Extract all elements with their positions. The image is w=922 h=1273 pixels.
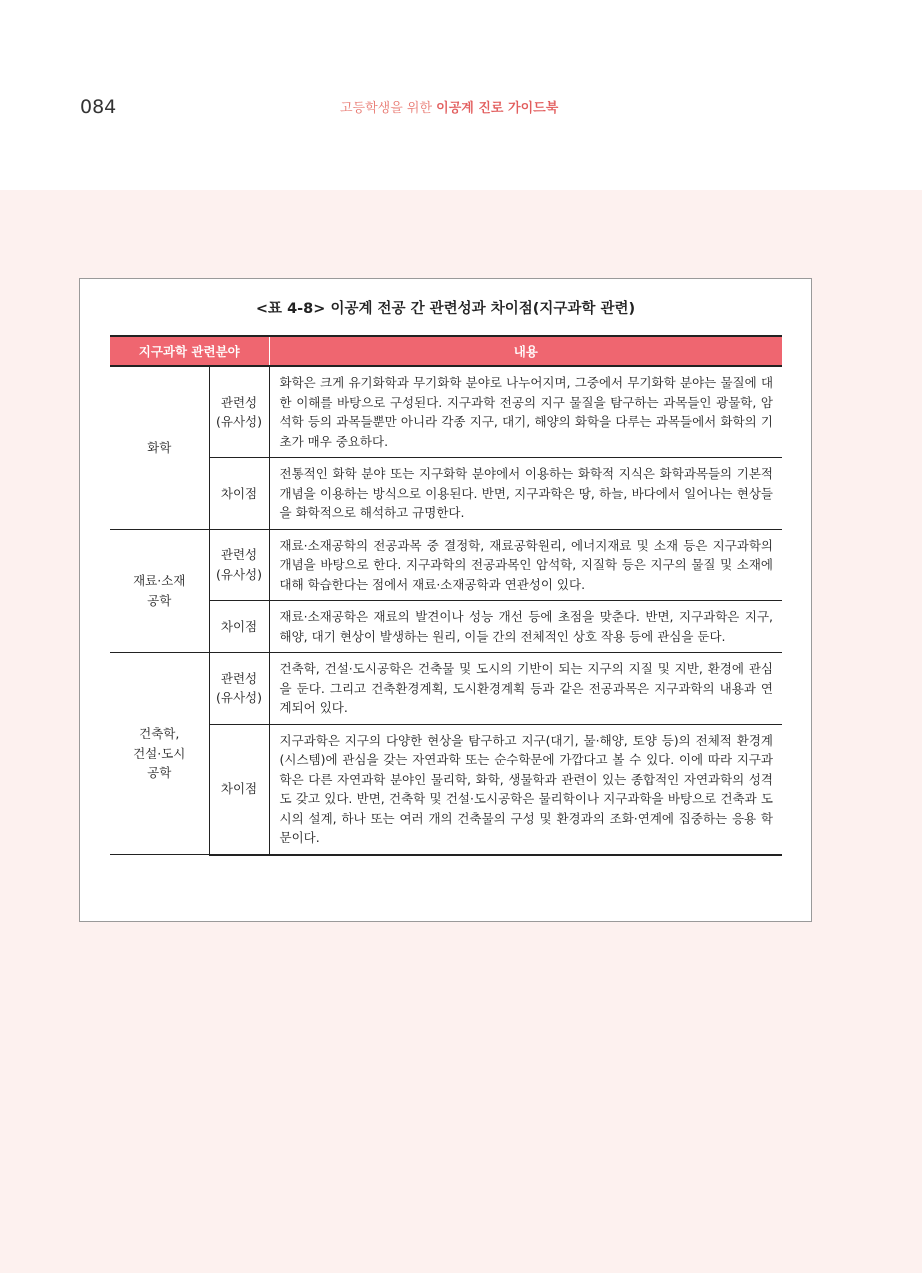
content-cell: 지구과학은 지구의 다양한 현상을 탐구하고 지구(대기, 물·해양, 토양 등)의 전체적 환경계(시스템)에 관심을 갖는 자연과학 또는 순수학문에 가깝다고 볼 수 있다. 이에 따라 지구과학은 다른 자연과학 분야인 물리학, 화학, 생물학과 관련이 있는 종합적인 자연과학의 성격도 갖고 있다. 반면, 건축학 및 건설·도시공학은 물리학이나 지구과학을 바탕으로 건축과 도시의 설계, 하나 또는 여러 개의 건축물의 구성 및 환경과의 조화·연계에 집중하는 응용 학문이다. (269, 724, 782, 855)
label-relevance: 관련성 (유사성) (209, 529, 269, 601)
page-header (0, 0, 922, 190)
table-row (110, 458, 782, 530)
table-box (79, 278, 812, 922)
label-relevance: 관련성 (유사성) (209, 653, 269, 725)
comparison-table (110, 335, 782, 856)
table-row (110, 529, 782, 601)
table-row (110, 653, 782, 725)
running-title-prefix: 고등학생을 위한 (340, 101, 437, 116)
label-relevance: 관련성 (유사성) (209, 366, 269, 458)
table-row (110, 724, 782, 855)
running-title-bold: 이공계 진로 가이드북 (436, 101, 559, 116)
table-row (110, 601, 782, 653)
category-materials-engineering: 재료·소재 공학 (110, 529, 209, 653)
category-architecture-civil-engineering: 건축학, 건설·도시 공학 (110, 653, 209, 855)
column-header-field: 지구과학 관련분야 (110, 336, 269, 366)
page-number: 084 (80, 96, 117, 118)
content-cell: 재료·소재공학은 재료의 발견이나 성능 개선 등에 초점을 맞춘다. 반면, 지구과학은 지구, 해양, 대기 현상이 발생하는 원리, 이들 간의 전체적인 상호 작용 등에 관심을 둔다. (269, 601, 782, 653)
table-caption: <표 4-8> 이공계 전공 간 관련성과 차이점(지구과학 관련) (255, 301, 636, 317)
table-row (110, 366, 782, 458)
content-cell: 전통적인 화학 분야 또는 지구화학 분야에서 이용하는 화학적 지식은 화학과목들의 기본적 개념을 이용하는 방식으로 이용된다. 반면, 지구과학은 땅, 하늘, 바다에서 일어나는 현상들을 화학적으로 해석하고 규명한다. (269, 458, 782, 530)
column-header-content: 내용 (269, 336, 782, 366)
category-chemistry: 화학 (110, 366, 209, 529)
running-title (340, 97, 558, 116)
content-cell: 화학은 크게 유기화학과 무기화학 분야로 나누어지며, 그중에서 무기화학 분야는 물질에 대한 이해를 바탕으로 구성된다. 지구과학 전공의 지구 물질을 탐구하는 과목들인 광물학, 암석학 등의 과목들뿐만 아니라 각종 지구, 대기, 해양의 화학을 다루는 과목들에서 화학의 기초가 매우 중요하다. (269, 366, 782, 458)
label-difference: 차이점 (209, 601, 269, 653)
label-difference: 차이점 (209, 458, 269, 530)
content-cell: 재료·소재공학의 전공과목 중 결정학, 재료공학원리, 에너지재료 및 소재 등은 지구과학의 개념을 바탕으로 한다. 지구과학의 전공과목인 암석학, 지질학 등은 지구의 물질 및 소재에 대해 학습한다는 점에서 재료·소재공학과 연관성이 있다. (269, 529, 782, 601)
content-cell: 건축학, 건설·도시공학은 건축물 및 도시의 기반이 되는 지구의 지질 및 지반, 환경에 관심을 둔다. 그리고 건축환경계획, 도시환경계획 등과 같은 전공과목은 지구과학의 내용과 연계되어 있다. (269, 653, 782, 725)
label-difference: 차이점 (209, 724, 269, 855)
